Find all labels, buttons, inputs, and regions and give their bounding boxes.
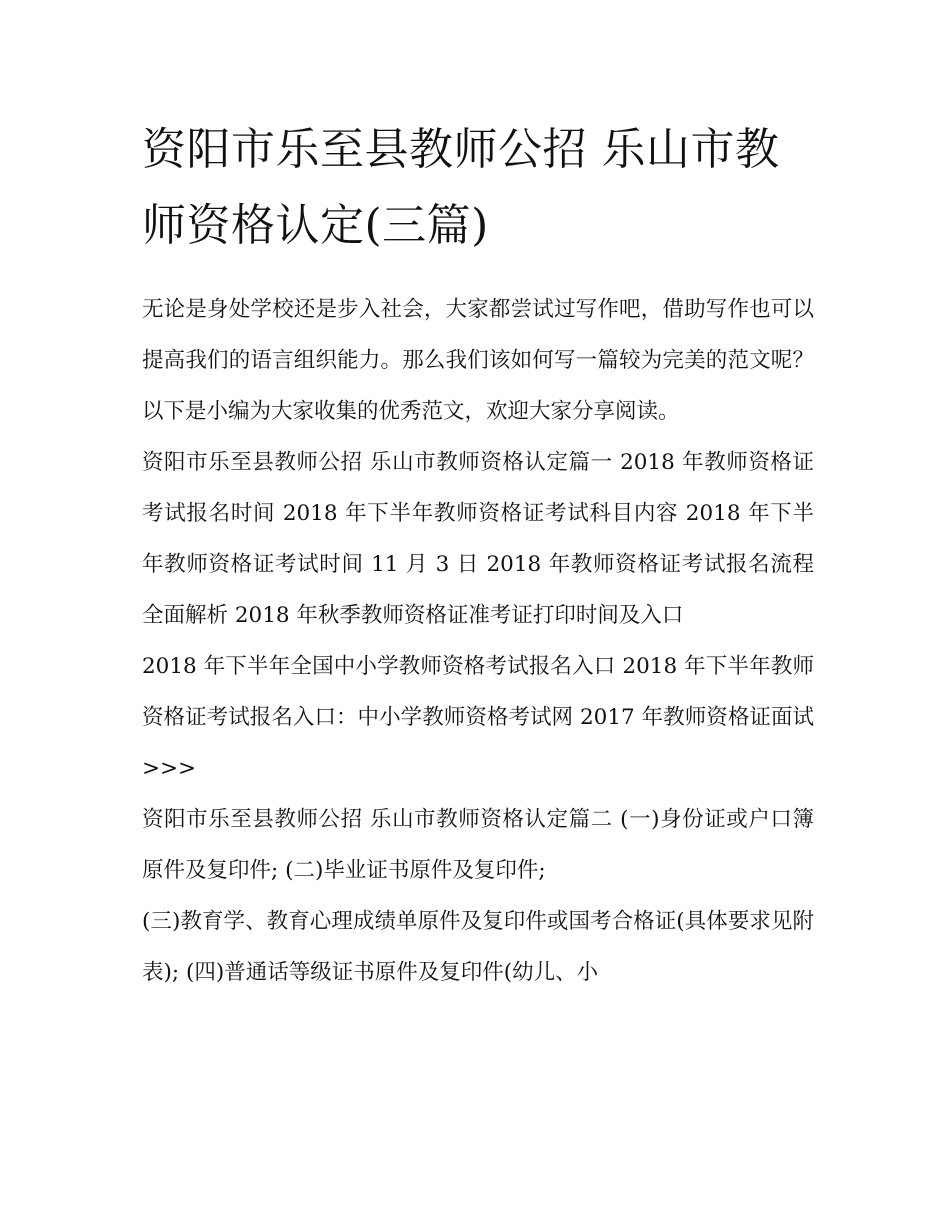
requirements-paragraph: (三)教育学、教育心理成绩单原件及复印件或国考合格证(具体要求见附表); (四)普通话等级证书原件及复印件(幼儿、小 [142,909,814,985]
document-body [142,112,814,998]
document-title: 资阳市乐至县教师公招 乐山市教师资格认定(三篇) [142,124,780,251]
intro-paragraph: 无论是身处学校还是步入社会，大家都尝试过写作吧，借助写作也可以提高我们的语言组织能力。那么我们该如何写一篇较为完美的范文呢？以下是小编为大家收集的优秀范文，欢迎大家分享阅读。 [142,297,814,424]
section-two-paragraph: 资阳市乐至县教师公招 乐山市教师资格认定篇二 (一)身份证或户口簿原件及复印件; (二)毕业证书原件及复印件; [142,807,814,883]
registration-paragraph: 2018 年下半年全国中小学教师资格考试报名入口 2018 年下半年教师资格证考试报名入口：中小学教师资格考试网 2017 年教师资格证面试>>> [142,654,814,781]
section-one-paragraph: 资阳市乐至县教师公招 乐山市教师资格认定篇一 2018 年教师资格证考试报名时间 2018 年下半年教师资格证考试科目内容 2018 年下半年教师资格证考试时间 11 月 3 日 2018 年教师资格证考试报名流程全面解析 2018 年秋季教师资格证准考证打印时间及入口 [142,450,814,628]
